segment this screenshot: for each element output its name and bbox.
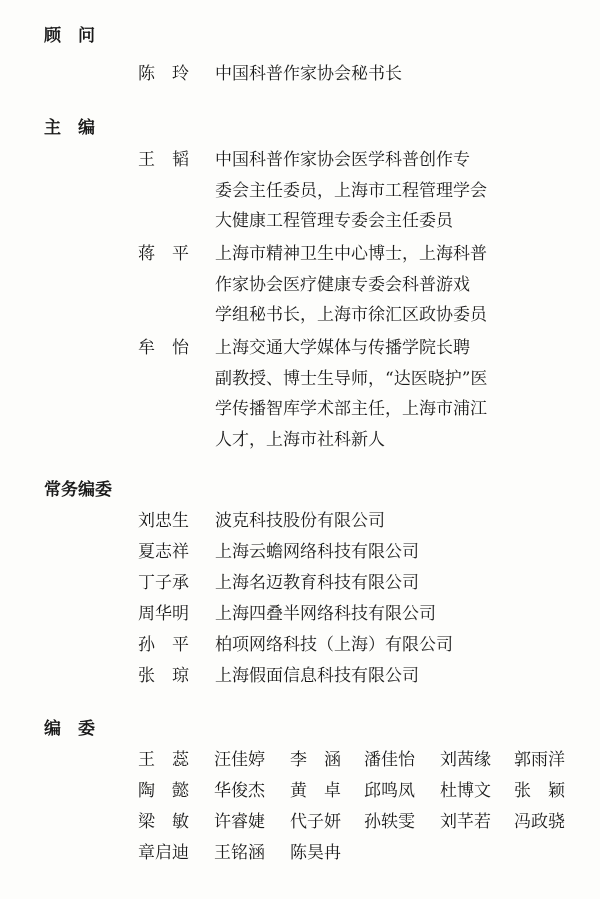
standing-member-name: 丁子承 bbox=[138, 573, 189, 593]
advisor-heading-text: 顾 问 bbox=[44, 26, 95, 46]
committee-member: 郭雨洋 bbox=[514, 750, 565, 770]
committee-member: 李 涵 bbox=[290, 750, 341, 770]
committee-row-1 bbox=[138, 748, 578, 772]
standing-member-name: 孙 平 bbox=[138, 635, 189, 655]
advisor-name: 陈 玲 bbox=[138, 64, 189, 84]
standing-committee-heading-text: 常务编委 bbox=[44, 480, 112, 500]
committee-member: 张 颖 bbox=[514, 781, 565, 801]
committee-member: 梁 敏 bbox=[138, 812, 189, 832]
desc-line: 副教授、博士生导师，“达医晓护”医 bbox=[215, 368, 488, 389]
committee-member: 杜博文 bbox=[440, 781, 491, 801]
desc-line: 学组秘书长，上海市徐汇区政协委员 bbox=[215, 305, 487, 325]
chief-editor-name: 王 韬 bbox=[138, 150, 189, 170]
desc-line: 作家协会医疗健康专委会科普游戏 bbox=[215, 274, 470, 295]
committee-row-4 bbox=[138, 841, 578, 865]
committee-member: 王铭涵 bbox=[214, 843, 265, 863]
committee-row-2 bbox=[138, 779, 578, 803]
standing-member-company: 柏项网络科技（上海）有限公司 bbox=[215, 635, 453, 655]
standing-member-company: 上海假面信息科技有限公司 bbox=[215, 666, 419, 686]
committee-member: 王 蕊 bbox=[138, 750, 189, 770]
desc-line: 学传播智库学术部主任，上海市浦江 bbox=[215, 399, 487, 419]
chief-editor-desc bbox=[215, 239, 575, 331]
desc-line: 人才，上海市社科新人 bbox=[215, 429, 385, 450]
committee-member: 邱鸣凤 bbox=[364, 781, 415, 801]
standing-member-name: 夏志祥 bbox=[138, 542, 189, 562]
section-heading-standing-committee bbox=[44, 478, 112, 502]
standing-member-name: 刘忠生 bbox=[138, 511, 189, 531]
section-heading-chief-editors bbox=[44, 116, 95, 140]
advisor-title: 中国科普作家协会秘书长 bbox=[215, 64, 402, 84]
standing-member-name: 周华明 bbox=[138, 604, 189, 624]
desc-line: 上海市精神卫生中心博士，上海科普 bbox=[215, 244, 487, 264]
standing-member-company: 上海云蟾网络科技有限公司 bbox=[215, 542, 419, 562]
chief-editors-heading-text: 主 编 bbox=[44, 118, 95, 138]
committee-member: 陶 懿 bbox=[138, 781, 189, 801]
desc-line: 大健康工程管理专委会主任委员 bbox=[215, 211, 453, 231]
chief-editor-name: 蒋 平 bbox=[138, 244, 189, 264]
committee-member: 陈昊冉 bbox=[290, 843, 341, 863]
committee-member: 许睿婕 bbox=[214, 812, 265, 832]
committee-member: 汪佳婷 bbox=[214, 750, 265, 770]
desc-line: 委会主任委员，上海市工程管理学会 bbox=[215, 180, 487, 201]
chief-editor-desc bbox=[215, 145, 575, 237]
committee-row-3 bbox=[138, 810, 578, 834]
desc-line: 中国科普作家协会医学科普创作专 bbox=[215, 150, 470, 170]
committee-member: 代子妍 bbox=[290, 812, 341, 832]
committee-member: 刘芊若 bbox=[440, 812, 491, 832]
committee-heading-text: 编 委 bbox=[44, 719, 95, 739]
standing-member-company: 上海名迈教育科技有限公司 bbox=[215, 573, 419, 593]
chief-editor-desc bbox=[215, 333, 575, 455]
section-heading-advisor bbox=[44, 24, 95, 48]
committee-member: 刘茜缘 bbox=[440, 750, 491, 770]
standing-member-name: 张 琼 bbox=[138, 666, 189, 686]
committee-member: 华俊杰 bbox=[214, 781, 265, 801]
desc-line: 上海交通大学媒体与传播学院长聘 bbox=[215, 338, 470, 358]
committee-member: 黄 卓 bbox=[290, 781, 341, 801]
committee-member: 冯政骁 bbox=[514, 812, 565, 832]
chief-editor-name: 牟 怡 bbox=[138, 338, 189, 358]
committee-member: 孙轶雯 bbox=[364, 812, 415, 832]
committee-member: 章启迪 bbox=[138, 843, 189, 863]
section-heading-committee bbox=[44, 717, 95, 741]
standing-member-company: 波克科技股份有限公司 bbox=[215, 511, 385, 531]
standing-member-company: 上海四叠半网络科技有限公司 bbox=[215, 604, 436, 624]
committee-member: 潘佳怡 bbox=[364, 750, 415, 770]
